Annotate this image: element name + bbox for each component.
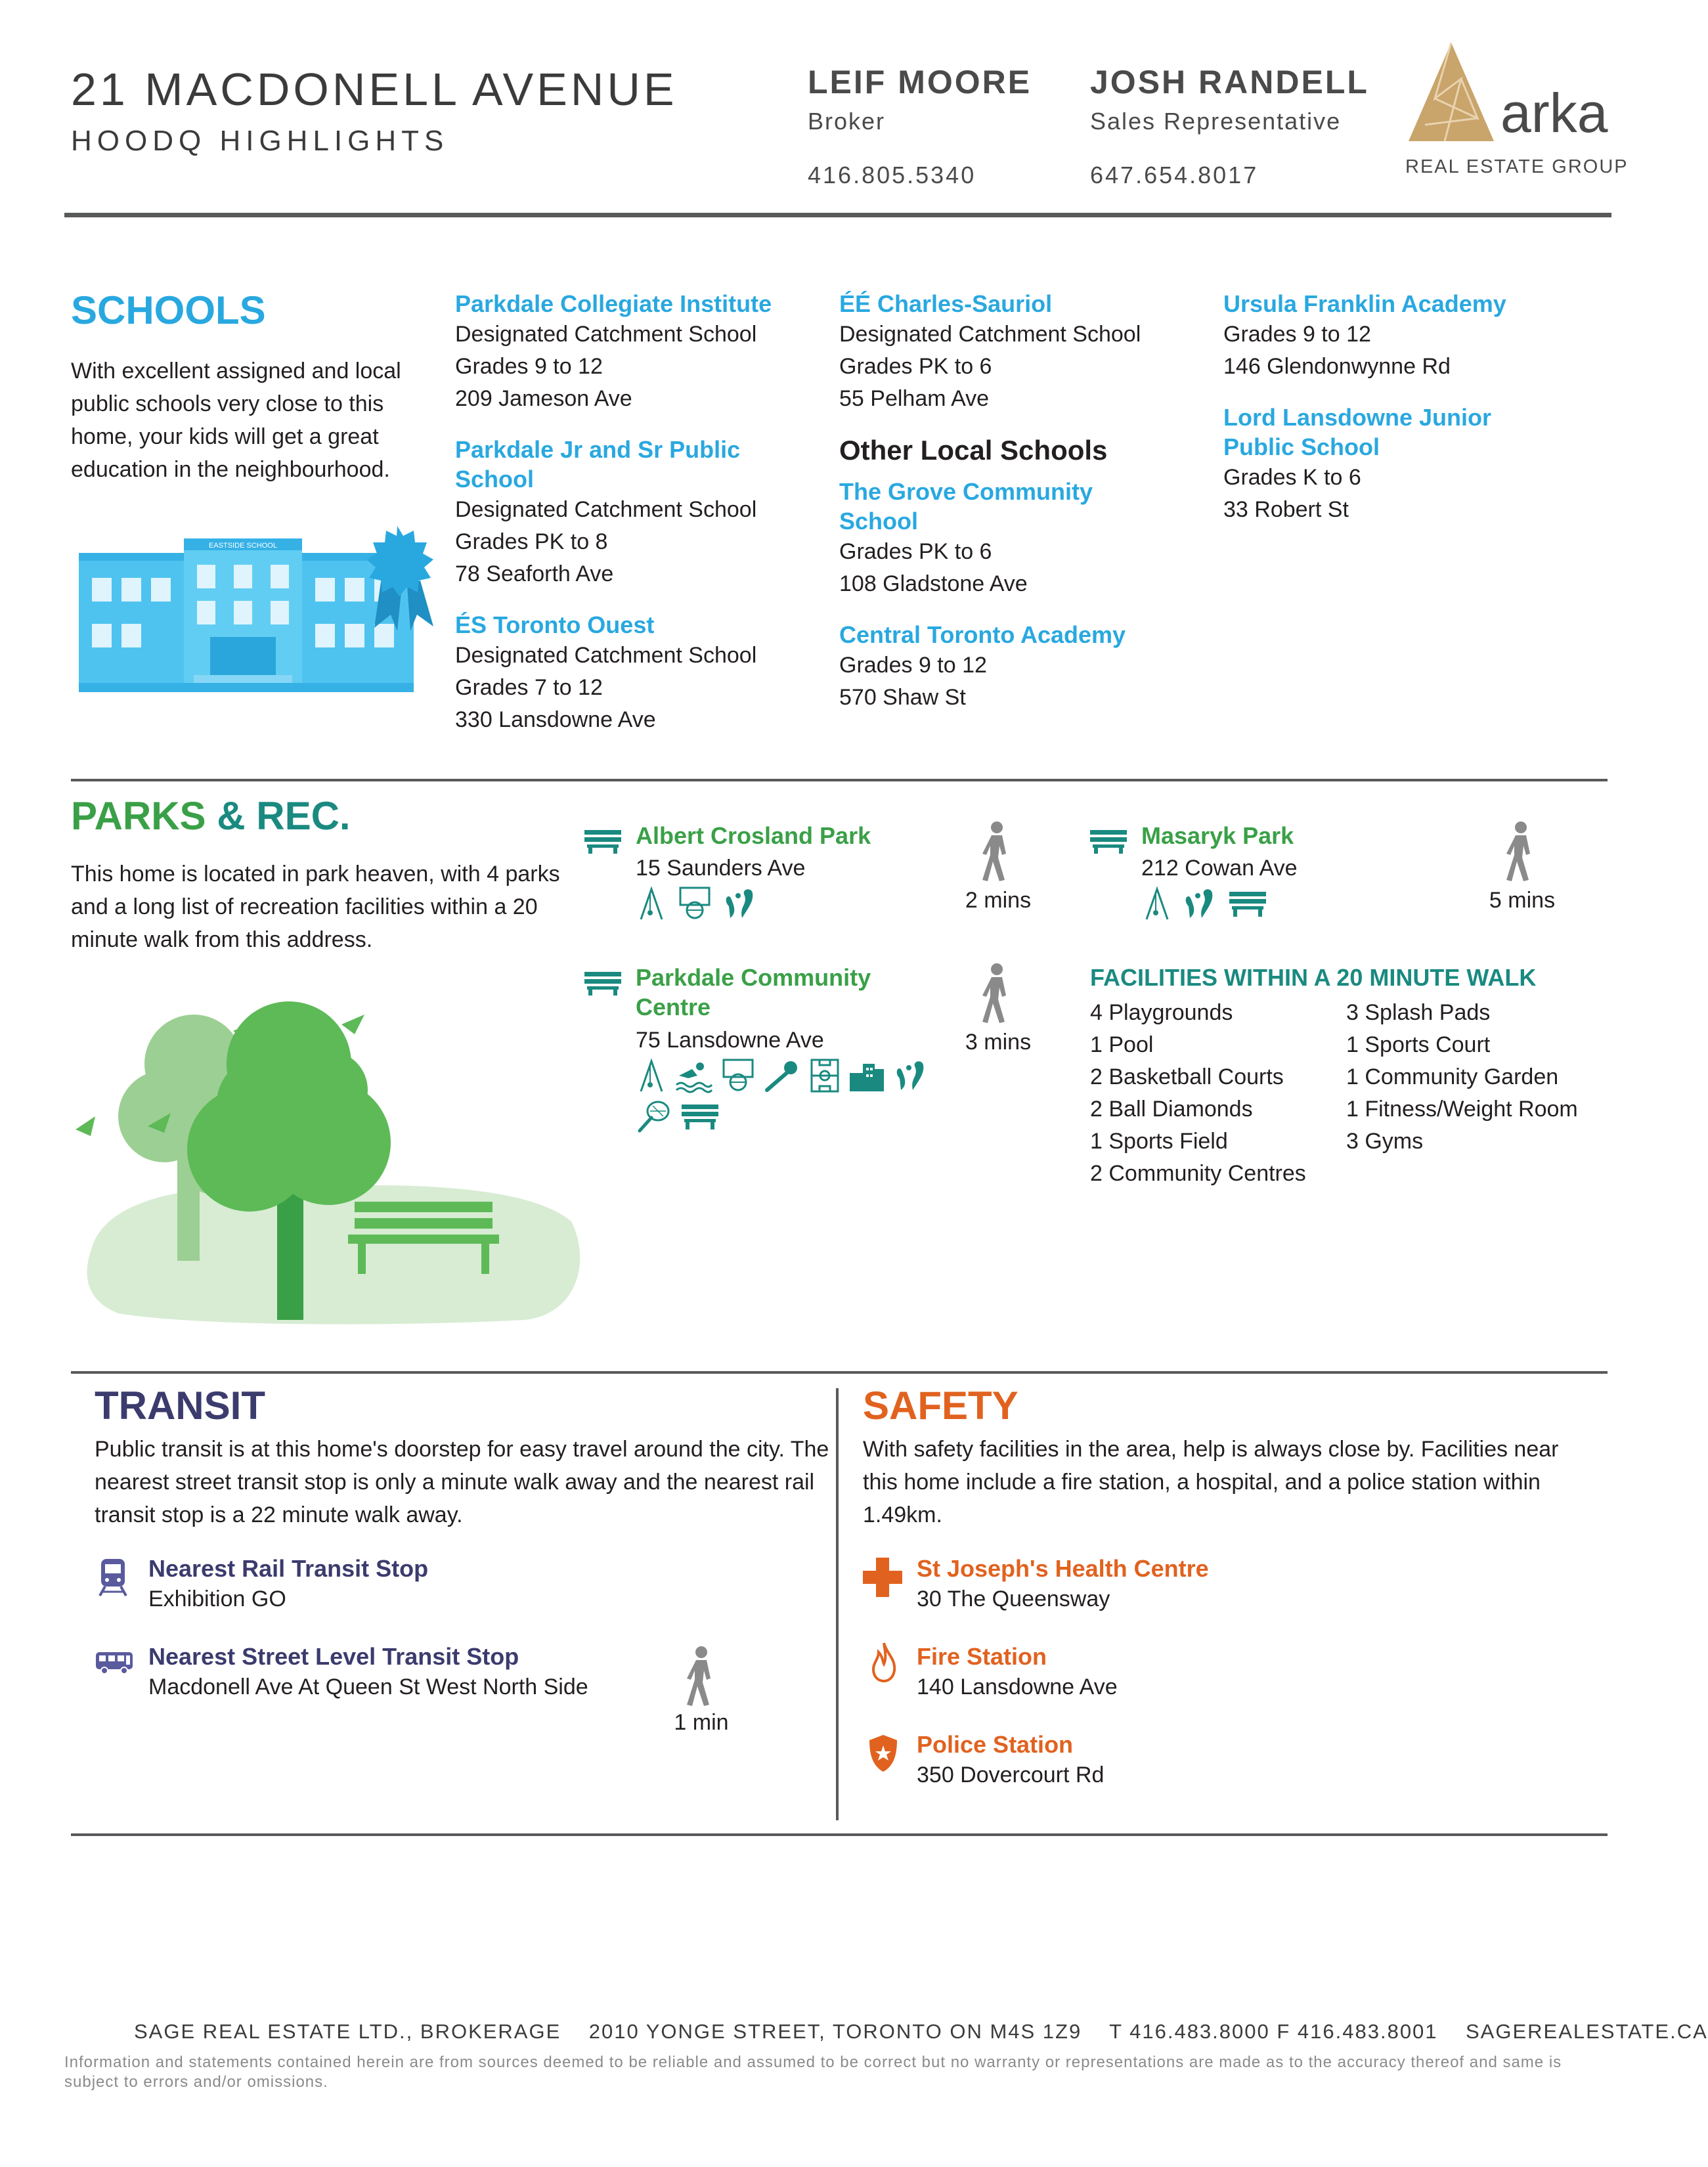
walking-person-icon [978, 821, 1015, 881]
other-schools-heading: Other Local Schools [839, 435, 1108, 466]
school-catchment: Designated Catchment School [455, 497, 757, 522]
bench-icon [1090, 829, 1127, 854]
transit-description: Public transit is at this home's doorstep for easy travel around the city. The nearest street transit stop is only a minute walk away and the nearest rail transit stop is a 22 minute walk away. [95, 1437, 829, 1527]
footer-address: 2010 YONGE STREET, TORONTO ON M4S 1Z9 [588, 2020, 1082, 2043]
school-entry [839, 289, 1207, 415]
agent-card-2 [1090, 63, 1369, 189]
school-catchment: Designated Catchment School [839, 322, 1141, 347]
school-address: 146 Glendonwynne Rd [1223, 354, 1451, 379]
walk-time: 5 mins [1489, 888, 1556, 913]
facilities-list-left [1090, 997, 1306, 1190]
street-stop-value: Macdonell Ave At Queen St West North Side [148, 1674, 588, 1699]
facility-item: 1 Pool [1090, 1032, 1154, 1057]
transit-title: TRANSIT [95, 1384, 265, 1428]
schools-title: SCHOOLS [71, 288, 266, 332]
street-transit-stop[interactable] [148, 1642, 588, 1703]
agent-name: JOSH RANDELL [1090, 64, 1369, 100]
transit-safety-divider [836, 1388, 839, 1820]
schools-column-3 [1223, 289, 1591, 526]
agent-name: LEIF MOORE [808, 64, 1032, 100]
walking-person-icon [1502, 821, 1539, 881]
facility-item: 1 Sports Court [1346, 1032, 1491, 1057]
ball-diamond-icon [764, 1059, 801, 1093]
rail-stop-label: Nearest Rail Transit Stop [148, 1555, 429, 1582]
park-address: 15 Saunders Ave [636, 856, 806, 881]
school-entry [839, 477, 1141, 600]
playground-icon [636, 886, 667, 921]
school-entry [1223, 289, 1591, 383]
schools-column-1 [455, 289, 823, 736]
sports-field-icon [809, 1059, 841, 1093]
walking-person-icon [683, 1646, 720, 1706]
parks-title-b: & REC. [217, 794, 351, 838]
park-address: 212 Cowan Ave [1141, 856, 1298, 881]
logo-word: arka [1500, 82, 1608, 144]
bottom-divider [71, 1833, 1608, 1836]
school-address: 78 Seaforth Ave [455, 561, 614, 586]
school-entry [455, 289, 823, 415]
walking-person-icon [978, 963, 1015, 1023]
facilities-title: FACILITIES WITHIN A 20 MINUTE WALK [1090, 964, 1537, 991]
park-name: Parkdale Community Centre [636, 964, 871, 1020]
flame-icon [871, 1642, 897, 1682]
community-centre-icon [848, 1059, 885, 1093]
basketball-icon [676, 886, 713, 921]
arka-logo [1405, 39, 1629, 184]
playground-icon [1141, 886, 1173, 921]
facility-item: 2 Community Centres [1090, 1161, 1306, 1186]
facility-item: 4 Playgrounds [1090, 1000, 1233, 1025]
school-grades: Grades 9 to 12 [455, 354, 603, 379]
school-address: 570 Shaw St [839, 685, 966, 710]
park-name: Albert Crosland Park [636, 822, 871, 849]
street-stop-label: Nearest Street Level Transit Stop [148, 1643, 519, 1670]
school-catchment: Designated Catchment School [455, 643, 757, 668]
schools-divider [71, 779, 1608, 781]
safety-item-value: 140 Lansdowne Ave [917, 1674, 1118, 1699]
facility-item: 2 Basketball Courts [1090, 1064, 1284, 1089]
parks-title-a: PARKS [71, 794, 206, 838]
police-badge-icon [867, 1734, 900, 1773]
school-address: 33 Robert St [1223, 497, 1349, 522]
school-name[interactable]: Parkdale Jr and Sr Public School [455, 436, 741, 492]
parks-divider [71, 1371, 1608, 1374]
school-name[interactable]: ÉÉ Charles-Sauriol [839, 290, 1053, 317]
walk-time: 3 mins [965, 1030, 1032, 1055]
school-address: 55 Pelham Ave [839, 386, 990, 411]
footer-phones: T 416.483.8000 F 416.483.8001 [1109, 2020, 1438, 2043]
facility-item: 1 Fitness/Weight Room [1346, 1097, 1578, 1122]
splash-pad-icon [1182, 886, 1219, 921]
safety-item-label: St Joseph's Health Centre [917, 1555, 1209, 1582]
park-address: 75 Lansdowne Ave [636, 1028, 824, 1053]
page-subtitle: HOODQ HIGHLIGHTS [71, 125, 449, 157]
logo-mark-icon [1405, 39, 1497, 144]
rail-transit-stop[interactable] [148, 1554, 428, 1615]
park-amenity-icons [1141, 886, 1267, 921]
bench-icon [680, 1099, 720, 1133]
safety-item-hospital[interactable] [917, 1554, 1209, 1615]
park-amenity-icons [636, 1059, 964, 1133]
bus-icon [95, 1650, 134, 1676]
school-sign-text: EASTSIDE SCHOOL [209, 542, 277, 550]
school-entry [1223, 403, 1525, 526]
facility-item: 3 Splash Pads [1346, 1000, 1491, 1025]
schools-column-2 [839, 289, 1207, 714]
splash-pad-icon [893, 1059, 930, 1093]
school-entry [839, 620, 1207, 714]
school-grades: Grades 9 to 12 [839, 653, 987, 678]
agent-role: Sales Representative [1090, 108, 1342, 135]
facilities-heading [1090, 964, 1536, 992]
agent-phone[interactable]: 647.654.8017 [1090, 162, 1259, 188]
school-grades: Grades PK to 8 [455, 529, 608, 554]
school-name[interactable]: Ursula Franklin Academy [1223, 290, 1506, 317]
walk-time: 2 mins [965, 888, 1032, 913]
agent-card-1 [808, 63, 1032, 189]
walk-time: 1 min [674, 1710, 729, 1735]
header-divider [64, 213, 1611, 217]
footer-line [134, 2020, 1708, 2044]
parks-description: This home is located in park heaven, with 4 parks and a long list of recreation facilities within a 20 minute walk from this address. [71, 862, 560, 952]
school-catchment: Designated Catchment School [455, 322, 757, 347]
school-grades: Grades 9 to 12 [1223, 322, 1371, 347]
school-name[interactable]: Central Toronto Academy [839, 621, 1126, 648]
facility-item: 3 Gyms [1346, 1129, 1424, 1154]
hospital-cross-icon [863, 1558, 902, 1597]
safety-item-label: Fire Station [917, 1643, 1047, 1670]
park-name: Masaryk Park [1141, 822, 1294, 849]
pool-icon [675, 1059, 712, 1093]
bench-icon [584, 971, 621, 996]
school-name[interactable]: Lord Lansdowne Junior Public School [1223, 404, 1492, 460]
schools-description: With excellent assigned and local public schools very close to this home, your kids will get a great education in the neighbourhood. [71, 359, 401, 482]
school-address: 330 Lansdowne Ave [455, 707, 656, 732]
safety-title: SAFETY [863, 1384, 1018, 1428]
bench-icon [584, 829, 621, 854]
footer-website[interactable]: SAGEREALESTATE.CA [1466, 2020, 1708, 2043]
facility-item: 1 Sports Field [1090, 1129, 1228, 1154]
safety-item-value: 350 Dovercourt Rd [917, 1762, 1105, 1787]
property-address: 21 MACDONELL AVENUE [71, 64, 678, 115]
agent-role: Broker [808, 108, 886, 135]
school-grades: Grades 7 to 12 [455, 675, 603, 700]
school-address: 209 Jameson Ave [455, 386, 632, 411]
rail-stop-value: Exhibition GO [148, 1587, 286, 1611]
safety-item-police-station[interactable] [917, 1730, 1104, 1791]
safety-item-value: 30 The Queensway [917, 1587, 1110, 1611]
award-ribbon-icon [355, 523, 440, 634]
school-grades: Grades PK to 6 [839, 354, 992, 379]
basketball-icon [720, 1059, 756, 1093]
footer-company: SAGE REAL ESTATE LTD., BROKERAGE [134, 2020, 561, 2043]
facilities-list-right [1346, 997, 1578, 1158]
safety-item-label: Police Station [917, 1731, 1074, 1758]
school-name[interactable]: ÉS Toronto Ouest [455, 611, 655, 638]
safety-description: With safety facilities in the area, help is always close by. Facilities near this home include a fire station, a hospital, and a police station within 1.49km. [863, 1437, 1559, 1527]
playground-icon [636, 1059, 667, 1093]
school-grades: Grades K to 6 [1223, 465, 1361, 490]
logo-tagline: REAL ESTATE GROUP [1405, 156, 1629, 177]
school-entry [455, 610, 823, 736]
bench-icon [1228, 886, 1267, 921]
facility-item: 2 Ball Diamonds [1090, 1097, 1253, 1122]
train-icon [99, 1558, 127, 1597]
tennis-icon [636, 1099, 672, 1133]
park-illustration [66, 985, 591, 1326]
splash-pad-icon [722, 886, 759, 921]
school-grades: Grades PK to 6 [839, 539, 992, 564]
school-entry [455, 435, 797, 590]
safety-item-fire-station[interactable] [917, 1642, 1118, 1703]
school-address: 108 Gladstone Ave [839, 571, 1028, 596]
school-name[interactable]: Parkdale Collegiate Institute [455, 290, 772, 317]
park-amenity-icons [636, 886, 759, 921]
school-name[interactable]: The Grove Community School [839, 478, 1093, 535]
facility-item: 1 Community Garden [1346, 1064, 1559, 1089]
agent-phone[interactable]: 416.805.5340 [808, 162, 976, 188]
footer-disclaimer: Information and statements contained herein are from sources deemed to be reliable and assumed to be correct but no warranty or representations are made as to the accuracy thereof and same is subject to errors and/or omissions. [64, 2053, 1562, 2091]
parks-title [71, 793, 351, 839]
